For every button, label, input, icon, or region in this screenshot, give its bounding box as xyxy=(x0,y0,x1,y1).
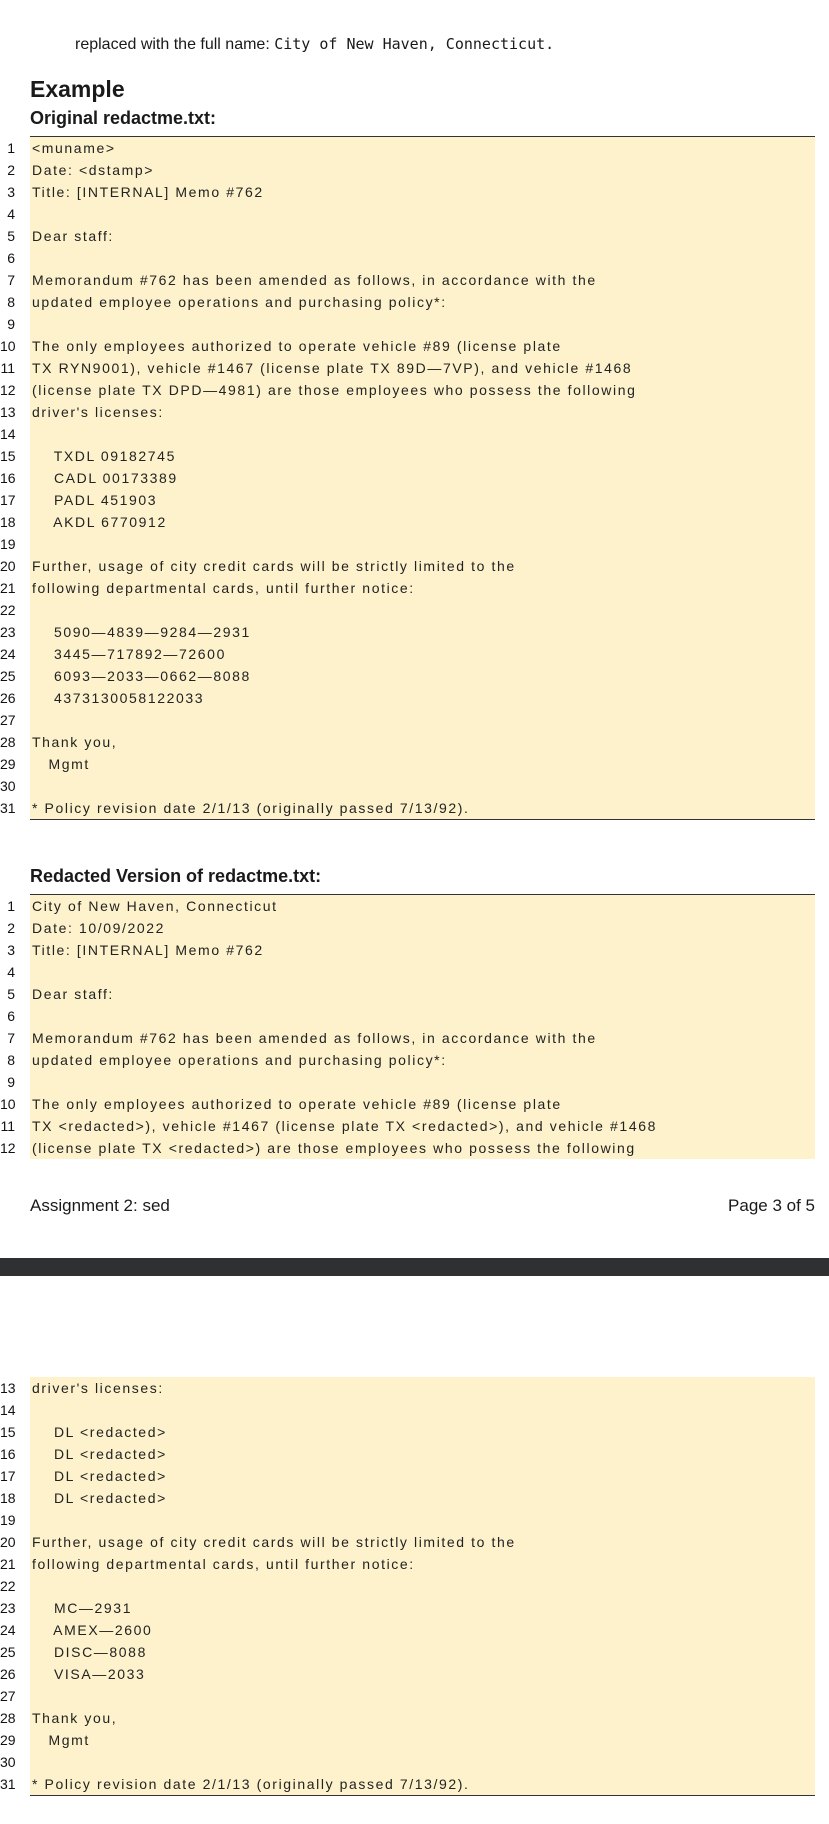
footer-page-number: Page 3 of 5 xyxy=(728,1196,815,1215)
code-line xyxy=(0,335,815,357)
code-line xyxy=(0,643,815,665)
code-line-text: Date: <dstamp> xyxy=(32,162,155,178)
code-line-text: driver's licenses: xyxy=(32,1380,164,1396)
code-line xyxy=(0,1531,815,1553)
code-line xyxy=(0,1575,815,1597)
code-line-text: VISA—2033 xyxy=(32,1666,146,1682)
line-number: 15 xyxy=(0,448,16,464)
code-line xyxy=(0,621,815,643)
code-line-text: Title: [INTERNAL] Memo #762 xyxy=(32,184,264,200)
code-line-text: * Policy revision date 2/1/13 (originally passed 7/13/92). xyxy=(32,800,470,816)
line-number: 11 xyxy=(0,1118,15,1134)
section-title: Example xyxy=(30,76,125,102)
code-line-text: * Policy revision date 2/1/13 (originally passed 7/13/92). xyxy=(32,1776,470,1792)
line-number: 17 xyxy=(0,1468,16,1484)
code-line-text: 4373130058122033 xyxy=(32,690,205,706)
code-line xyxy=(0,1663,815,1685)
code-line xyxy=(7,1071,815,1093)
code-line-text: AKDL 6770912 xyxy=(32,514,167,530)
code-line-text: TX RYN9001), vehicle #1467 (license plate TX 89D—7VP), and vehicle #1468 xyxy=(32,360,633,376)
redacted-code-listing-page1 xyxy=(0,894,815,1159)
line-number: 24 xyxy=(0,646,16,662)
line-number: 22 xyxy=(0,1578,16,1594)
line-number: 16 xyxy=(0,470,16,486)
code-line-text: Memorandum #762 has been amended as follows, in accordance with the xyxy=(32,272,597,288)
code-line xyxy=(0,1773,815,1795)
line-number: 19 xyxy=(0,536,16,552)
code-line-text: DL <redacted> xyxy=(32,1490,167,1506)
code-line xyxy=(0,1093,815,1115)
line-number: 8 xyxy=(7,1052,15,1068)
code-line xyxy=(7,961,815,983)
code-line xyxy=(0,1421,815,1443)
line-number: 21 xyxy=(0,1556,16,1572)
line-number: 29 xyxy=(0,756,16,772)
line-number: 16 xyxy=(0,1446,16,1462)
redacted-code-listing-page2 xyxy=(0,1377,815,1796)
line-number: 4 xyxy=(7,964,15,980)
line-number: 14 xyxy=(0,426,16,442)
intro-code: City of New Haven, Connecticut. xyxy=(274,35,555,53)
code-line-text: Mgmt xyxy=(32,756,90,772)
code-line-text: following departmental cards, until further notice: xyxy=(32,580,415,596)
line-number: 27 xyxy=(0,1688,16,1704)
code-line-text: TX <redacted>), vehicle #1467 (license plate TX <redacted>), and vehicle #1468 xyxy=(32,1118,657,1134)
code-line-text: (license plate TX DPD—4981) are those employees who possess the following xyxy=(32,382,637,398)
line-number: 26 xyxy=(0,1666,16,1682)
code-line-text: DISC—8088 xyxy=(32,1644,147,1660)
code-line-text: The only employees authorized to operate vehicle #89 (license plate xyxy=(32,1096,562,1112)
line-number: 26 xyxy=(0,690,16,706)
line-number: 13 xyxy=(0,1380,16,1396)
line-number: 15 xyxy=(0,1424,16,1440)
line-number: 7 xyxy=(7,272,15,288)
line-number: 14 xyxy=(0,1402,16,1418)
code-line xyxy=(7,983,815,1005)
code-line-text: Title: [INTERNAL] Memo #762 xyxy=(32,942,264,958)
line-number: 21 xyxy=(0,580,16,596)
line-number: 23 xyxy=(0,1600,16,1616)
code-line xyxy=(0,357,815,379)
line-number: 4 xyxy=(7,206,15,222)
code-line xyxy=(0,753,815,775)
code-line-text: Dear staff: xyxy=(32,228,114,244)
code-line xyxy=(0,1597,815,1619)
line-number: 1 xyxy=(7,898,15,914)
code-line xyxy=(0,1751,815,1773)
code-line xyxy=(0,489,815,511)
code-line xyxy=(0,599,815,621)
code-line xyxy=(0,1707,815,1729)
code-line xyxy=(7,181,815,203)
code-line xyxy=(7,137,815,159)
code-line-text: 6093—2033—0662—8088 xyxy=(32,668,251,684)
code-line-text: 3445—717892—72600 xyxy=(32,646,226,662)
line-number: 9 xyxy=(7,1074,15,1090)
code-line xyxy=(7,247,815,269)
line-number: 1 xyxy=(7,140,15,156)
original-listing-title: Original redactme.txt: xyxy=(30,108,217,128)
code-line-text: Thank you, xyxy=(32,1710,118,1726)
code-line xyxy=(0,1137,815,1159)
code-line-text: 5090—4839—9284—2931 xyxy=(32,624,251,640)
intro-prefix: replaced with the full name: xyxy=(75,36,275,53)
line-number: 25 xyxy=(0,1644,16,1660)
code-line xyxy=(0,1553,815,1575)
line-number: 2 xyxy=(7,920,15,936)
code-line-text: The only employees authorized to operate vehicle #89 (license plate xyxy=(32,338,562,354)
code-line-text: Mgmt xyxy=(32,1732,90,1748)
line-number: 19 xyxy=(0,1512,16,1528)
line-number: 29 xyxy=(0,1732,16,1748)
line-number: 12 xyxy=(0,1140,16,1156)
line-number: 7 xyxy=(7,1030,15,1046)
code-line xyxy=(0,1377,815,1399)
code-line-text: PADL 451903 xyxy=(32,492,158,508)
code-line-text: Dear staff: xyxy=(32,986,114,1002)
code-line xyxy=(0,511,815,533)
page-separator xyxy=(0,1258,829,1276)
line-number: 18 xyxy=(0,1490,16,1506)
code-line xyxy=(0,533,815,555)
code-line xyxy=(0,709,815,731)
line-number: 12 xyxy=(0,382,16,398)
code-line xyxy=(0,1685,815,1707)
code-line-text: <muname> xyxy=(32,140,116,156)
code-line-text: (license plate TX <redacted>) are those employees who possess the following xyxy=(32,1140,636,1156)
code-line-text: driver's licenses: xyxy=(32,404,164,420)
code-line-text: DL <redacted> xyxy=(32,1446,167,1462)
line-number: 10 xyxy=(0,338,16,354)
line-number: 25 xyxy=(0,668,16,684)
code-line-text: CADL 00173389 xyxy=(32,470,178,486)
line-number: 24 xyxy=(0,1622,16,1638)
line-number: 30 xyxy=(0,1754,16,1770)
line-number: 17 xyxy=(0,492,16,508)
code-line-text: City of New Haven, Connecticut xyxy=(32,898,278,914)
code-line xyxy=(0,1465,815,1487)
original-code-listing xyxy=(0,136,815,820)
line-number: 5 xyxy=(7,986,15,1002)
line-number: 3 xyxy=(7,184,15,200)
line-number: 27 xyxy=(0,712,16,728)
code-line-text: updated employee operations and purchasing policy*: xyxy=(32,1052,447,1068)
line-number: 13 xyxy=(0,404,16,420)
line-number: 28 xyxy=(0,734,16,750)
code-line xyxy=(7,269,815,291)
code-line-text: DL <redacted> xyxy=(32,1468,167,1484)
code-line xyxy=(0,797,815,819)
line-number: 3 xyxy=(7,942,15,958)
line-number: 2 xyxy=(7,162,15,178)
code-line xyxy=(0,577,815,599)
code-line xyxy=(0,1641,815,1663)
code-line xyxy=(7,159,815,181)
code-line xyxy=(0,1619,815,1641)
line-number: 20 xyxy=(0,558,16,574)
footer-assignment-label: Assignment 2: sed xyxy=(30,1196,170,1215)
code-line-text: following departmental cards, until further notice: xyxy=(32,1556,415,1572)
code-line xyxy=(7,1005,815,1027)
line-number: 31 xyxy=(0,800,16,816)
code-line xyxy=(0,1443,815,1465)
code-line xyxy=(7,203,815,225)
code-line xyxy=(0,1399,815,1421)
code-line-text: Further, usage of city credit cards will be strictly limited to the xyxy=(32,1534,516,1550)
code-line xyxy=(0,1509,815,1531)
code-line-text: Further, usage of city credit cards will be strictly limited to the xyxy=(32,558,516,574)
line-number: 5 xyxy=(7,228,15,244)
code-line-text: Memorandum #762 has been amended as follows, in accordance with the xyxy=(32,1030,597,1046)
code-line xyxy=(0,401,815,423)
code-line xyxy=(7,291,815,313)
line-number: 20 xyxy=(0,1534,16,1550)
line-number: 30 xyxy=(0,778,16,794)
code-line xyxy=(0,555,815,577)
redacted-listing-title: Redacted Version of redactme.txt: xyxy=(30,866,322,886)
code-line xyxy=(0,467,815,489)
line-number: 6 xyxy=(7,250,15,266)
line-number: 8 xyxy=(7,294,15,310)
code-line-text: updated employee operations and purchasing policy*: xyxy=(32,294,447,310)
code-line xyxy=(0,1115,815,1137)
code-line-text: TXDL 09182745 xyxy=(32,448,176,464)
code-line xyxy=(7,939,815,961)
line-number: 23 xyxy=(0,624,16,640)
code-line xyxy=(0,379,815,401)
intro-text xyxy=(75,35,554,54)
code-line xyxy=(7,313,815,335)
line-number: 11 xyxy=(0,360,15,376)
code-line xyxy=(0,445,815,467)
line-number: 9 xyxy=(7,316,15,332)
line-number: 6 xyxy=(7,1008,15,1024)
code-line xyxy=(0,687,815,709)
code-line xyxy=(7,1049,815,1071)
code-line-text: Date: 10/09/2022 xyxy=(32,920,166,936)
code-line-text: MC—2931 xyxy=(32,1600,133,1616)
code-line-text: Thank you, xyxy=(32,734,118,750)
line-number: 22 xyxy=(0,602,16,618)
code-line xyxy=(7,917,815,939)
code-line xyxy=(0,665,815,687)
line-number: 18 xyxy=(0,514,16,530)
line-number: 31 xyxy=(0,1776,16,1792)
code-line xyxy=(0,423,815,445)
code-line xyxy=(0,1487,815,1509)
code-line xyxy=(0,731,815,753)
code-line xyxy=(7,1027,815,1049)
code-line-text: AMEX—2600 xyxy=(32,1622,153,1638)
code-line xyxy=(7,225,815,247)
line-number: 28 xyxy=(0,1710,16,1726)
code-line-text: DL <redacted> xyxy=(32,1424,167,1440)
code-line xyxy=(0,1729,815,1751)
code-line xyxy=(0,775,815,797)
code-line xyxy=(7,895,815,917)
line-number: 10 xyxy=(0,1096,16,1112)
